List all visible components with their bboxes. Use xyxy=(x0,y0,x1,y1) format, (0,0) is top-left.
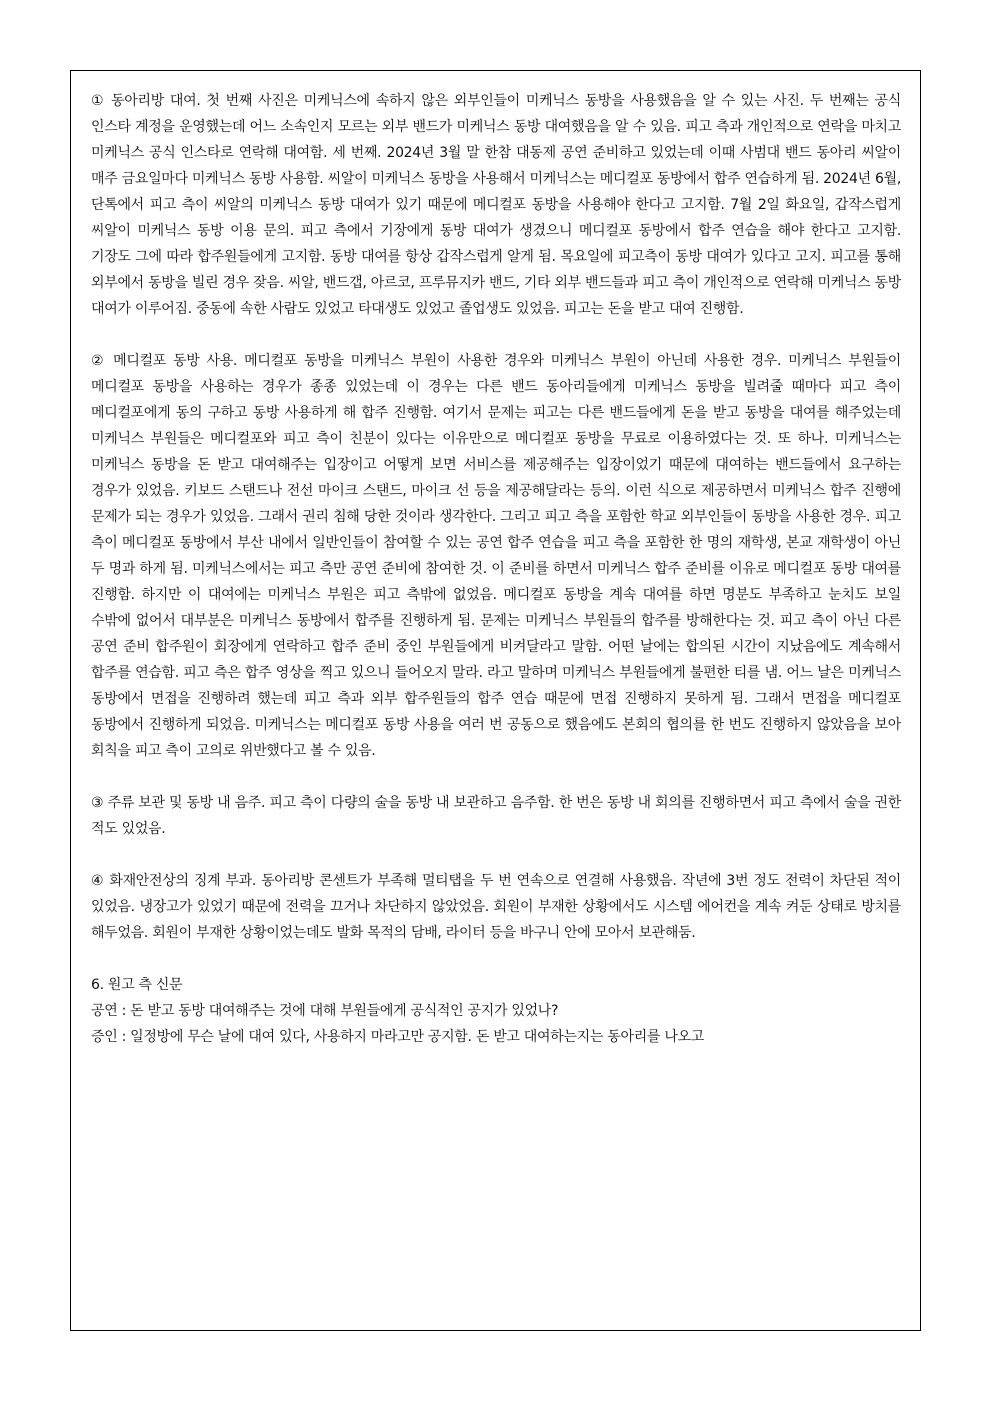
section-1-room-rental: ① 동아리방 대여. 첫 번째 사진은 미케닉스에 속하지 않은 외부인들이 미케닉스 동방을 사용했음을 알 수 있는 사진. 두 번째는 공식 인스타 계정을 운영했는데 어느 소속인지 모르는 외부 밴드가 미케닉스 동방 대여했음을 알 수 있음. 피고 측과 개인적으로 연락을 마치고 미케닉스 공식 인스타로 연락해 대여함. 세 번째. 2024년 3월 말 한참 대동제 공연 준비하고 있었는데 이때 사범대 밴드 동아리 씨알이 매주 금요일마다 미케닉스 동방 사용함. 씨알이 미케닉스 동방을 사용해서 미케닉스는 메디컬포 동방에서 합주 연습하게 됨. 2024년 6월, 단톡에서 피고 측이 씨알의 미케닉스 동방 대여가 있기 때문에 메디컬포 동방을 사용해야 한다고 고지함. 7월 2일 화요일, 갑작스럽게 씨알이 미케닉스 동방 이용 문의. 피고 측에서 기장에게 동방 대여가 생겼으니 메디컬포 동방에서 합주 연습을 해야 한다고 고지함. 기장도 그에 따라 합주원들에게 고지함. 동방 대여를 항상 갑작스럽게 알게 됨. 목요일에 피고측이 동방 대여가 있다고 고지. 피고를 통해 외부에서 동방을 빌린 경우 잦음. 씨알, 밴드갭, 아르코, 프루뮤지카 밴드, 기타 외부 밴드들과 피고 측이 개인적으로 연락해 미케닉스 동방 대여가 이루어짐. 중동에 속한 사람도 있었고 타대생도 있었고 졸업생도 있었음. 피고는 돈을 받고 대여 진행함. xyxy=(91,93,901,317)
examination-heading: 6. 원고 측 신문 xyxy=(91,977,183,993)
examination-question: 공연 : 돈 받고 동방 대여해주는 것에 대해 부원들에게 공식적인 공지가 있었나? xyxy=(91,1003,559,1019)
section-2-medicalpo-room-use: ② 메디컬포 동방 사용. 메디컬포 동방을 미케닉스 부원이 사용한 경우와 미케닉스 부원이 아닌데 사용한 경우. 미케닉스 부원들이 메디컬포 동방을 사용하는 경우가 종종 있었는데 이 경우는 다른 밴드 동아리들에게 미케닉스 동방을 빌려줄 때마다 피고 측이 메디컬포에게 동의 구하고 동방 사용하게 해 합주 진행함. 여기서 문제는 피고는 다른 밴드들에게 돈을 받고 동방을 대여를 해주었는데 미케닉스 부원들은 메디컬포와 피고 측이 친분이 있다는 이유만으로 메디컬포 동방을 무료로 이용하였다는 것. 또 하나. 미케닉스는 미케닉스 동방을 돈 받고 대여해주는 입장이고 어떻게 보면 서비스를 제공해주는 입장이었기 때문에 대여하는 밴드들에서 요구하는 경우가 있었음. 키보드 스탠드나 전선 마이크 스탠드, 마이크 선 등을 제공해달라는 등의. 이런 식으로 제공하면서 미케닉스 합주 진행에 문제가 되는 경우가 있었음. 그래서 권리 침해 당한 것이라 생각한다. 그리고 피고 측을 포함한 학교 외부인들이 동방을 사용한 경우. 피고 측이 메디컬포 동방에서 부산 내에서 일반인들이 참여할 수 있는 공연 합주 연습을 피고 측을 포함한 한 명의 재학생, 본교 재학생이 아닌 두 명과 하게 됨. 미케닉스에서는 피고 측만 공연 준비에 참여한 것. 이 준비를 하면서 미케닉스 합주 준비를 이유로 메디컬포 동방 대여를 진행함. 하지만 이 대여에는 미케닉스 부원은 피고 측밖에 없었음. 메디컬포 동방을 계속 대여를 하면 명분도 부족하고 눈치도 보일 수밖에 없어서 대부분은 미케닉스 동방에서 합주를 진행하게 됨. 문제는 미케닉스 부원들의 합주를 방해한다는 것. 피고 측이 아닌 다른 공연 준비 합주원이 회장에게 연락하고 합주 준비 중인 부원들에게 비켜달라고 말함. 어떤 날에는 합의된 시간이 지났음에도 계속해서 합주를 연습함. 피고 측은 합주 영상을 찍고 있으니 들어오지 말라. 라고 말하며 미케닉스 부원들에게 불편한 티를 냄. 어느 날은 미케닉스 동방에서 면접을 진행하려 했는데 피고 측과 외부 합주원들의 합주 연습 때문에 면접 진행하지 못하게 됨. 그래서 면접을 메디컬포 동방에서 진행하게 되었음. 미케닉스는 메디컬포 동방 사용을 여러 번 공동으로 했음에도 본회의 협의를 한 번도 진행하지 않았음을 보아 회칙을 피고 측이 고의로 위반했다고 볼 수 있음. xyxy=(91,353,901,759)
section-4-fire-safety: ④ 화재안전상의 징계 부과. 동아리방 콘센트가 부족해 멀티탭을 두 번 연속으로 연결해 사용했음. 작년에 3번 정도 전력이 차단된 적이 있었음. 냉장고가 있었기 때문에 전력을 끄거나 차단하지 않았었음. 회원이 부재한 상황에서도 시스템 에어컨을 계속 켜둔 상태로 방치를 해두었음. 회원이 부재한 상황이었는데도 발화 목적의 담배, 라이터 등을 바구니 안에 모아서 보관해둠. xyxy=(91,873,901,941)
document-body xyxy=(91,88,901,1050)
examination-answer: 증인 : 일정방에 무슨 날에 대여 있다, 사용하지 마라고만 공지함. 돈 받고 대여하는지는 동아리를 나오고 xyxy=(91,1029,705,1045)
section-3-alcohol-storage: ③ 주류 보관 및 동방 내 음주. 피고 측이 다량의 술을 동방 내 보관하고 음주함. 한 번은 동방 내 회의를 진행하면서 피고 측에서 술을 권한 적도 있었음. xyxy=(91,795,901,837)
document-frame xyxy=(70,70,921,1331)
